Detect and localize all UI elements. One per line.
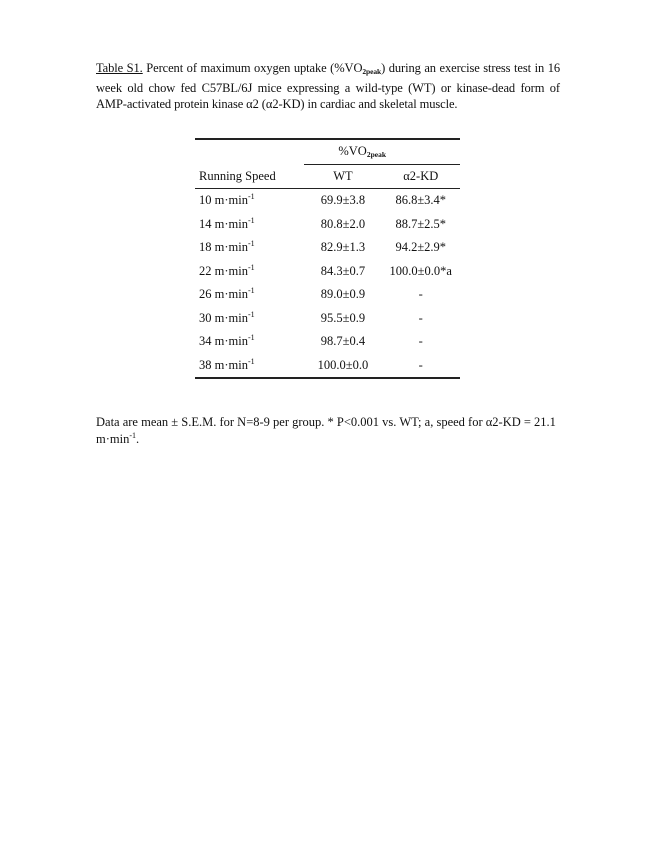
cell-speed: 14 $m\cdot\min^{-1}$ [199,215,255,231]
cell-wt: 89.0±0.9 [320,287,366,302]
table-row [195,260,460,284]
table-body [195,189,460,379]
cell-wt: 69.9±3.8 [320,193,366,208]
table-row [195,330,460,354]
unit-superscript: -1 [247,286,255,296]
caption-label: Table S1. [96,61,143,75]
cell-speed: 34 $m\cdot\min^{-1}$ [199,333,255,349]
cell-kd: 94.2±2.9* [395,240,447,255]
footnote-superscript: -1 [129,431,137,440]
unit-superscript: -1 [247,262,255,272]
cell-kd: - [382,354,460,379]
unit-superscript: -1 [247,309,255,319]
cell-kd: 100.0±0.0*a [389,263,452,278]
unit-superscript: -1 [247,333,255,343]
unit-superscript: -1 [247,356,255,366]
caption-subscript: 2peak [362,67,382,76]
cell-speed: 38 $m\cdot\min^{-1}$ [195,354,304,379]
table-row [195,354,460,379]
caption-text-after: ) during an exercise stress test in 16 week old chow fed C57BL/6J mice expressing a wild-type (WT) or kinase-dead form of AMP-activated protein kinase α2 (α2-KD) in cardiac and skeletal muscle. [96,61,560,111]
cell-kd: - [418,310,423,325]
unit-superscript: -1 [247,215,255,225]
cell-speed: 10 $m\cdot\min^{-1}$ [199,192,255,208]
footnote-text: Data are mean ± S.E.M. for N=8-9 per group. * P<0.001 vs. WT; a, speed for α2-KD = 21.1 m·min [96,415,556,446]
col-header-kd: α2-KD [382,164,460,189]
table-row [195,283,460,307]
footnote-end: . [136,432,140,446]
cell-kd: - [418,334,423,349]
col-header-wt: WT [304,164,381,189]
cell-speed: 18 $m\cdot\min^{-1}$ [199,239,255,255]
unit-superscript: -1 [247,192,255,202]
cell-kd: 86.8±3.4* [395,193,447,208]
cell-wt: 100.0±0.0 [304,354,381,379]
cell-speed: 30 $m\cdot\min^{-1}$ [199,309,255,325]
table-row [195,213,460,237]
cell-kd: - [418,287,423,302]
unit-superscript: -1 [247,239,255,249]
group-header-row [195,139,460,164]
cell-kd: 88.7±2.5* [395,216,447,231]
cell-wt: 84.3±0.7 [320,263,366,278]
cell-wt: 98.7±0.4 [320,334,366,349]
cell-wt: 82.9±1.3 [320,240,366,255]
table-row [195,236,460,260]
caption-text-before: Percent of maximum oxygen uptake (%VO [142,61,363,75]
cell-speed: 26 $m\cdot\min^{-1}$ [199,286,255,302]
cell-speed: 22 $m\cdot\min^{-1}$ [199,262,255,278]
table-caption [96,60,560,112]
group-header: $\%VO_{2peak}$ [304,139,460,164]
table-row [195,307,460,331]
cell-wt: 95.5±0.9 [320,310,366,325]
column-header-row [195,164,460,189]
col-header-speed: Running Speed [195,164,304,189]
footnote [96,414,560,448]
cell-wt: 80.8±2.0 [320,216,366,231]
table-row [195,189,460,213]
vo2-table [195,138,460,379]
group-header-sub: 2peak [366,150,386,160]
